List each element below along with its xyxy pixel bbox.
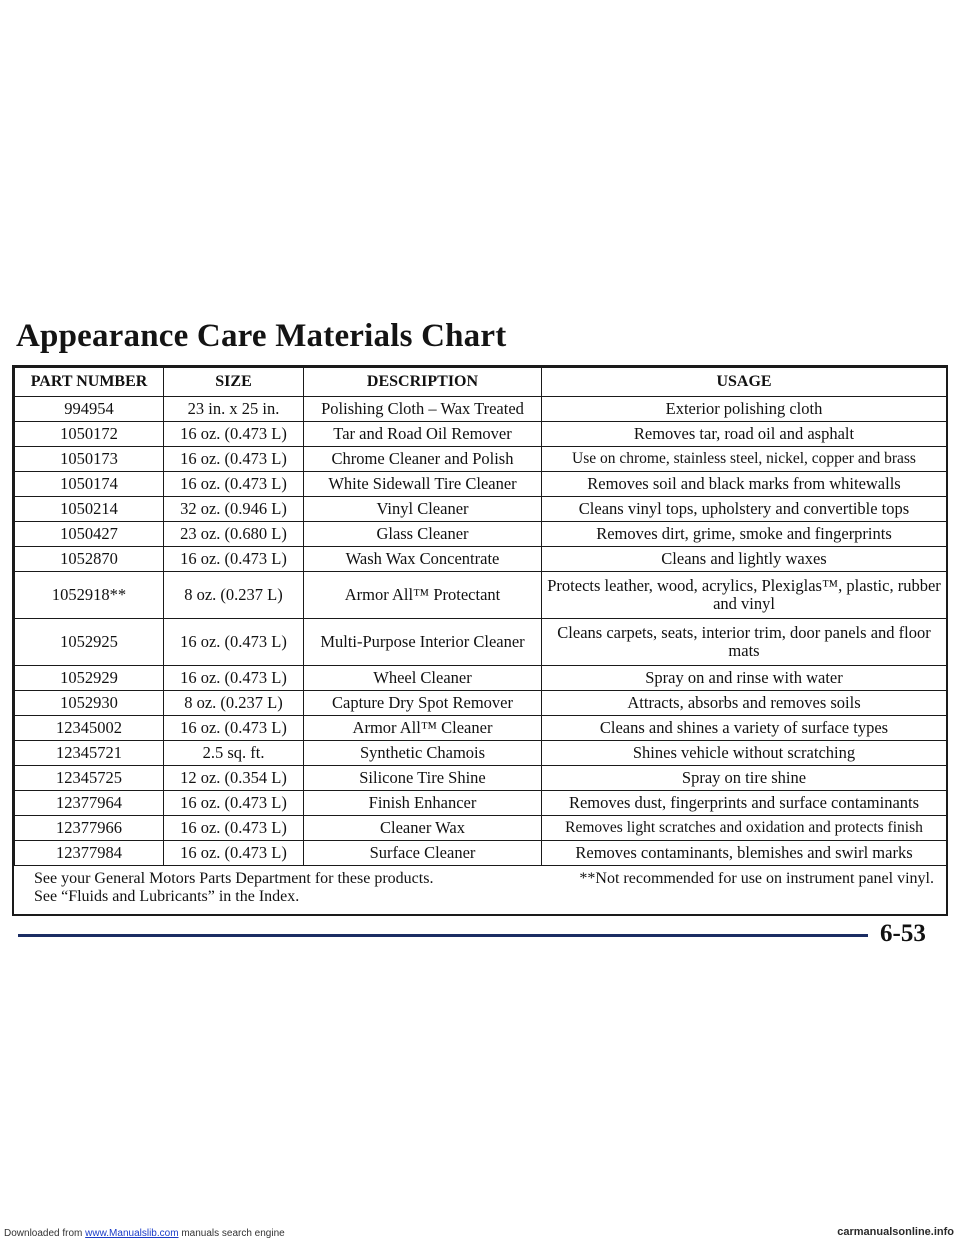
usage-cell: Shines vehicle without scratching [542,741,947,766]
size-cell: 8 oz. (0.237 L) [164,691,304,716]
usage-cell: Removes soil and black marks from whitewalls [542,472,947,497]
footnote-line-2: See “Fluids and Lubricants” in the Index. [34,888,300,905]
description-cell: Glass Cleaner [304,522,542,547]
description-cell: Wash Wax Concentrate [304,547,542,572]
size-cell: 16 oz. (0.473 L) [164,619,304,666]
part-number-cell: 1050214 [15,497,164,522]
part-number-cell: 1052930 [15,691,164,716]
usage-cell: Removes tar, road oil and asphalt [542,422,947,447]
usage-cell: Cleans and shines a variety of surface types [542,716,947,741]
description-cell: Polishing Cloth – Wax Treated [304,397,542,422]
usage-cell: Use on chrome, stainless steel, nickel, copper and brass [542,447,947,472]
table-row [15,766,947,791]
size-cell: 16 oz. (0.473 L) [164,666,304,691]
description-cell: Finish Enhancer [304,791,542,816]
part-number-cell: 994954 [15,397,164,422]
table-row [15,397,947,422]
table-row [15,422,947,447]
footnote-left [34,870,433,906]
size-cell: 16 oz. (0.473 L) [164,816,304,841]
footer-rule [18,934,868,937]
description-cell: Tar and Road Oil Remover [304,422,542,447]
description-cell: Armor All™ Cleaner [304,716,542,741]
header-usage: USAGE [542,368,947,397]
part-number-cell: 1050172 [15,422,164,447]
usage-cell: Attracts, absorbs and removes soils [542,691,947,716]
size-cell: 16 oz. (0.473 L) [164,841,304,866]
usage-cell: Exterior polishing cloth [542,397,947,422]
description-cell: Synthetic Chamois [304,741,542,766]
table-row [15,572,947,619]
download-source [4,1228,285,1239]
table-body [15,397,947,866]
table-row [15,691,947,716]
table-row [15,522,947,547]
download-prefix: Downloaded from [4,1228,83,1239]
part-number-cell: 12377966 [15,816,164,841]
size-cell: 16 oz. (0.473 L) [164,547,304,572]
footnote [14,866,946,914]
size-cell: 8 oz. (0.237 L) [164,572,304,619]
usage-cell: Protects leather, wood, acrylics, Plexiglas™, plastic, rubber and vinyl [542,572,947,619]
size-cell: 23 in. x 25 in. [164,397,304,422]
size-cell: 16 oz. (0.473 L) [164,791,304,816]
part-number-cell: 1052870 [15,547,164,572]
header-size: SIZE [164,368,304,397]
table-row [15,447,947,472]
size-cell: 16 oz. (0.473 L) [164,422,304,447]
part-number-cell: 12377984 [15,841,164,866]
size-cell: 16 oz. (0.473 L) [164,716,304,741]
description-cell: Capture Dry Spot Remover [304,691,542,716]
manualslib-link[interactable]: www.Manualslib.com [85,1228,179,1239]
part-number-cell: 1052918** [15,572,164,619]
appearance-care-chart [12,365,948,916]
table-row [15,816,947,841]
header-part-number: PART NUMBER [15,368,164,397]
description-cell: Vinyl Cleaner [304,497,542,522]
part-number-cell: 12345725 [15,766,164,791]
usage-cell: Cleans and lightly waxes [542,547,947,572]
usage-cell: Spray on tire shine [542,766,947,791]
table-row [15,497,947,522]
watermark: carmanualsonline.info [837,1226,954,1238]
usage-cell: Removes light scratches and oxidation and protects finish [542,816,947,841]
table-row [15,666,947,691]
page-number: 6-53 [880,920,926,947]
table-header-row [15,368,947,397]
part-number-cell: 12377964 [15,791,164,816]
usage-cell: Spray on and rinse with water [542,666,947,691]
download-suffix: manuals search engine [181,1228,285,1239]
part-number-cell: 1052929 [15,666,164,691]
usage-cell: Cleans vinyl tops, upholstery and convertible tops [542,497,947,522]
footnote-line-1: See your General Motors Parts Department for these products. [34,870,434,887]
usage-cell: Removes contaminants, blemishes and swirl marks [542,841,947,866]
description-cell: Surface Cleaner [304,841,542,866]
size-cell: 12 oz. (0.354 L) [164,766,304,791]
size-cell: 32 oz. (0.946 L) [164,497,304,522]
usage-cell: Removes dirt, grime, smoke and fingerprints [542,522,947,547]
part-number-cell: 12345721 [15,741,164,766]
table-row [15,472,947,497]
description-cell: White Sidewall Tire Cleaner [304,472,542,497]
table-row [15,619,947,666]
size-cell: 23 oz. (0.680 L) [164,522,304,547]
part-number-cell: 1050174 [15,472,164,497]
description-cell: Chrome Cleaner and Polish [304,447,542,472]
footnote-asterisk-note: **Not recommended for use on instrument panel vinyl. [579,870,934,887]
part-number-cell: 12345002 [15,716,164,741]
table-row [15,716,947,741]
table-row [15,841,947,866]
usage-cell: Cleans carpets, seats, interior trim, door panels and floor mats [542,619,947,666]
description-cell: Wheel Cleaner [304,666,542,691]
table-row [15,741,947,766]
part-number-cell: 1050173 [15,447,164,472]
description-cell: Silicone Tire Shine [304,766,542,791]
size-cell: 16 oz. (0.473 L) [164,472,304,497]
part-number-cell: 1052925 [15,619,164,666]
description-cell: Armor All™ Protectant [304,572,542,619]
size-cell: 16 oz. (0.473 L) [164,447,304,472]
page-title: Appearance Care Materials Chart [16,318,507,354]
size-cell: 2.5 sq. ft. [164,741,304,766]
part-number-cell: 1050427 [15,522,164,547]
table-row [15,547,947,572]
table-row [15,791,947,816]
description-cell: Multi-Purpose Interior Cleaner [304,619,542,666]
description-cell: Cleaner Wax [304,816,542,841]
materials-table [14,367,947,866]
usage-cell: Removes dust, fingerprints and surface contaminants [542,791,947,816]
header-description: DESCRIPTION [304,368,542,397]
